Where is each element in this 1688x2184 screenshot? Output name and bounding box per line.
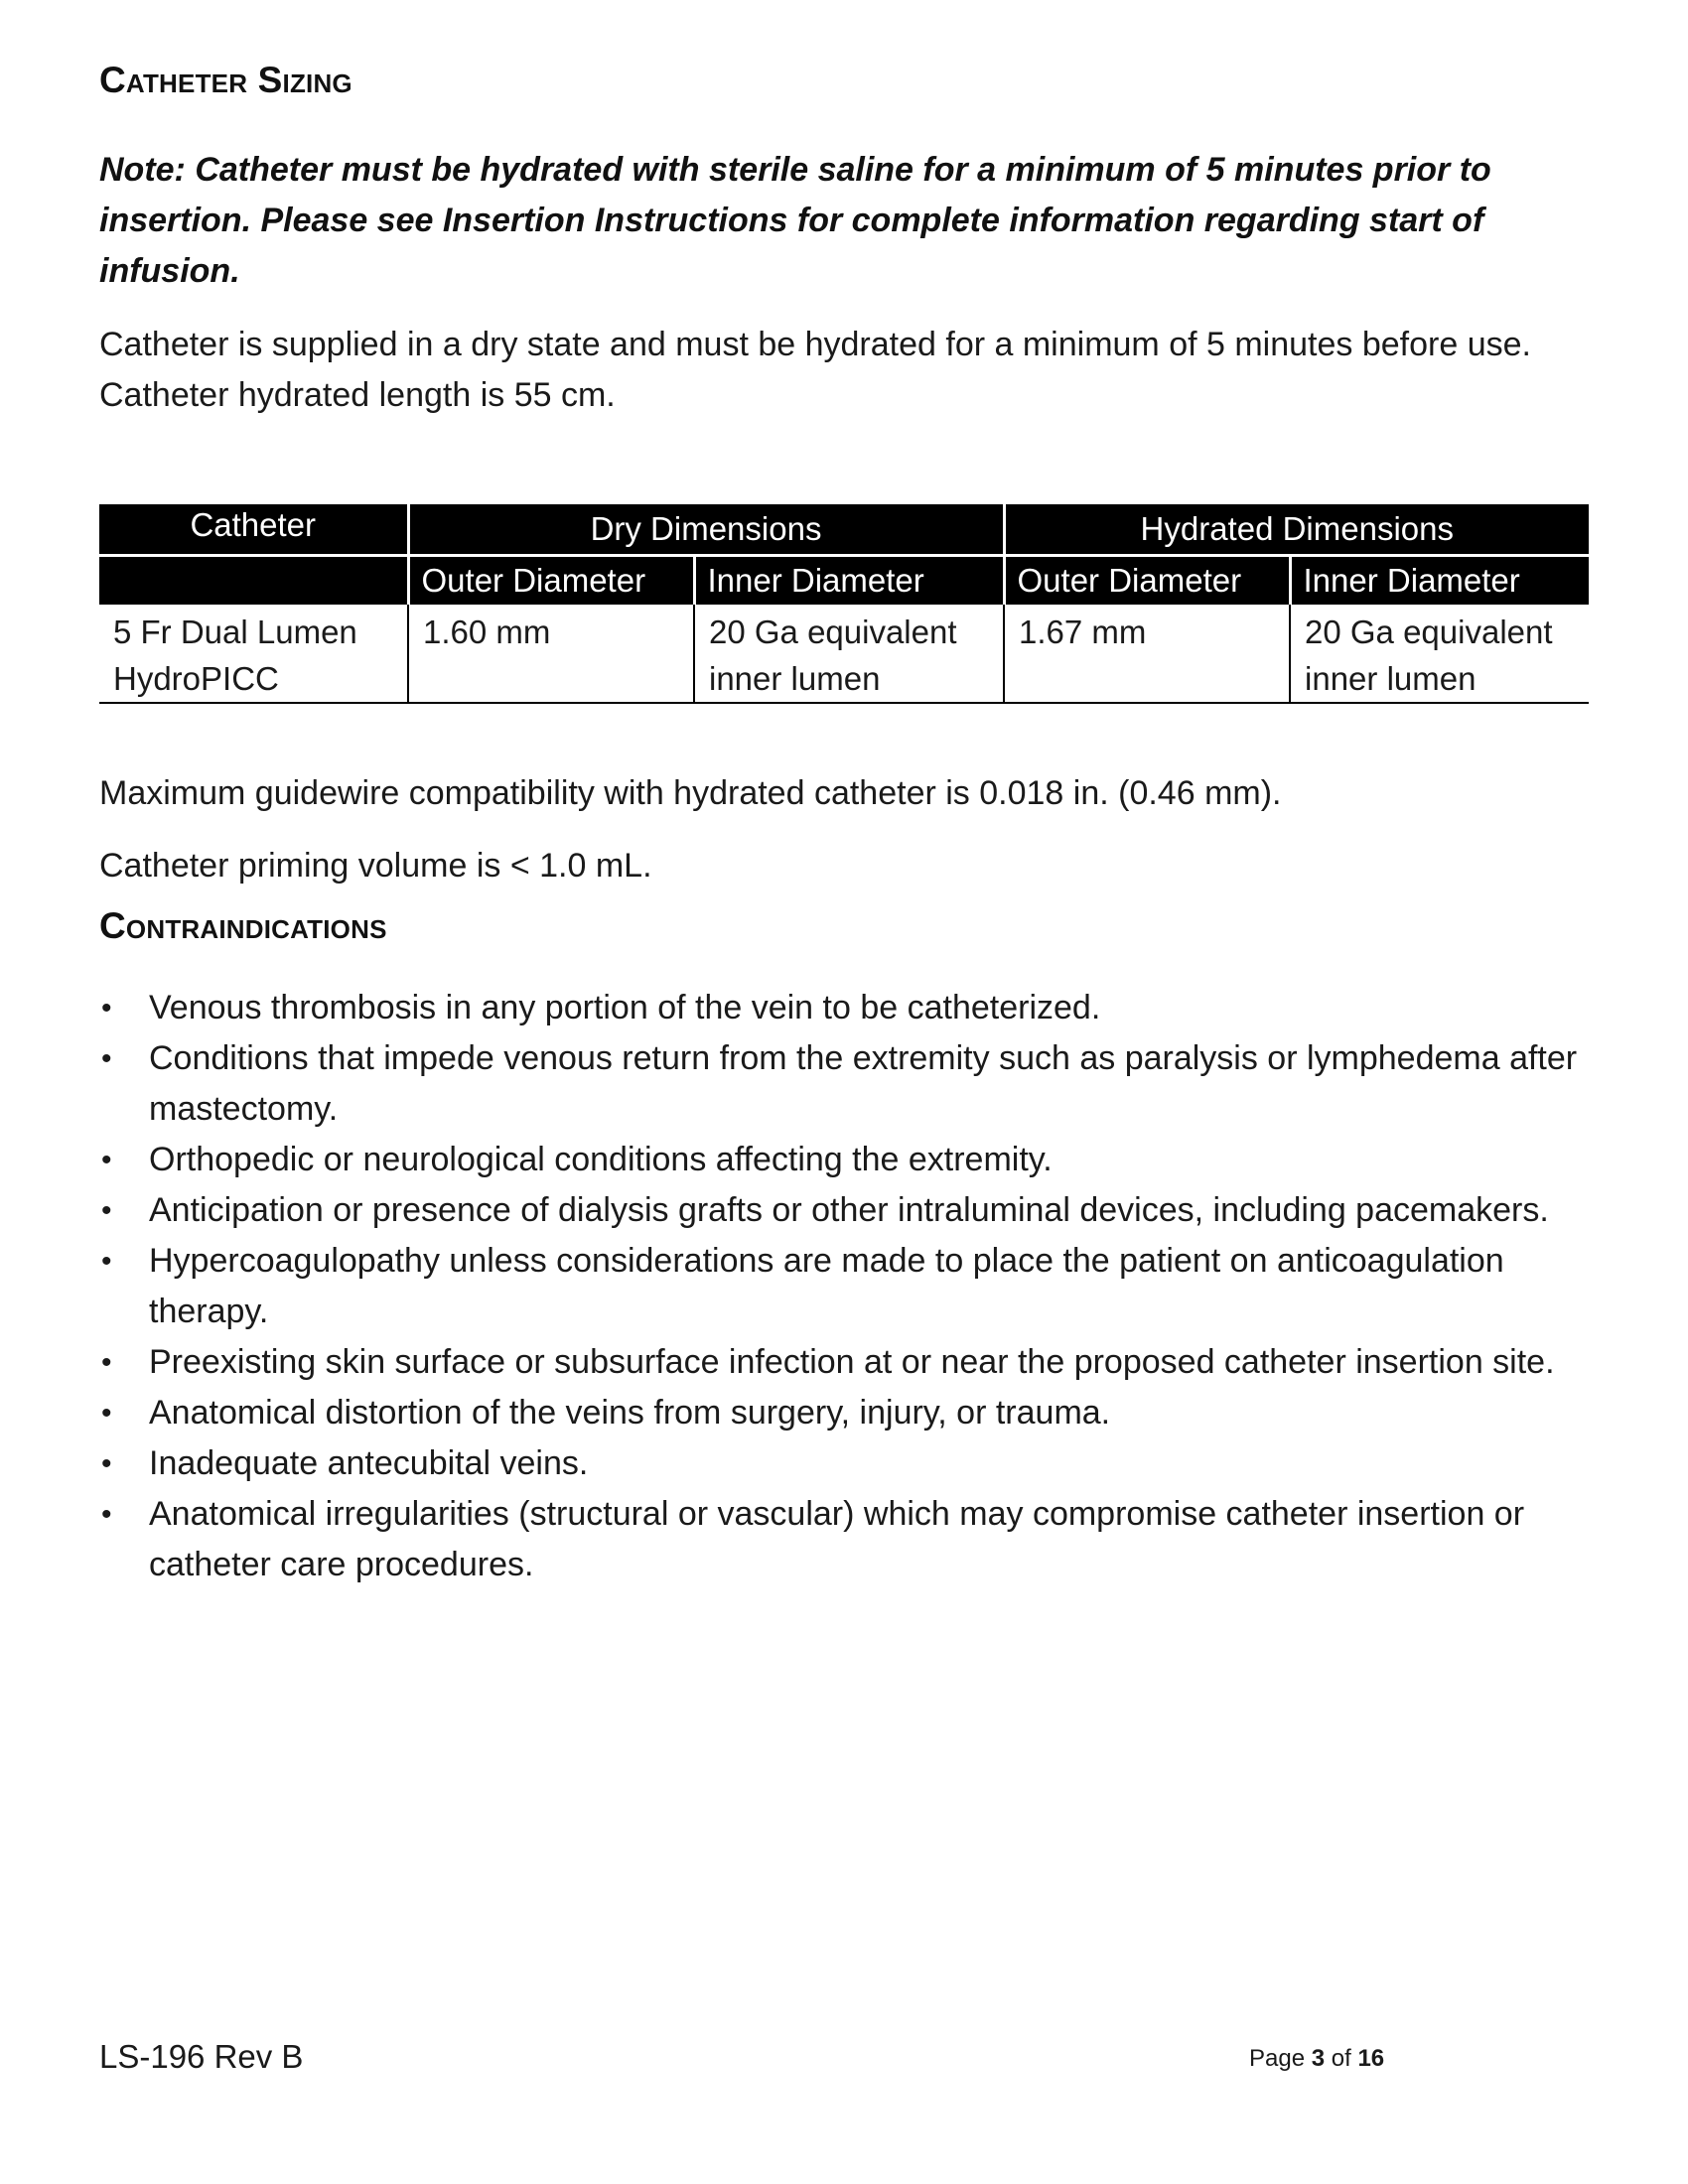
- header-hydrated-inner-diameter: Inner Diameter: [1290, 556, 1589, 606]
- list-item-text: Anatomical irregularities (structural or vascular) which may compromise catheter insertion or catheter care procedures.: [149, 1495, 1525, 1583]
- cell-catheter: [99, 605, 408, 703]
- priming-paragraph: Catheter priming volume is < 1.0 mL.: [99, 847, 652, 885]
- header-catheter: Catheter: [99, 504, 408, 556]
- cell-catheter-line1: 5 Fr Dual Lumen: [113, 614, 357, 650]
- list-item: [99, 1337, 1589, 1388]
- header-hydrated-dimensions: Hydrated Dimensions: [1004, 504, 1589, 556]
- bullet-icon: •: [101, 1144, 112, 1176]
- list-item-text: Anatomical distortion of the veins from surgery, injury, or trauma.: [149, 1394, 1111, 1432]
- page-total: 16: [1357, 2045, 1385, 2072]
- page-of: of: [1331, 2045, 1351, 2072]
- hydration-note: Note: Catheter must be hydrated with sterile saline for a minimum of 5 minutes prior to insertion. Please see Insertion Instructions for complete information regarding start of infusion.: [99, 151, 1491, 290]
- bullet-icon: •: [101, 1397, 112, 1430]
- page-word: Page: [1249, 2045, 1306, 2072]
- cell-hydrated-outer: 1.67 mm: [1004, 605, 1290, 703]
- list-item: [99, 1185, 1589, 1236]
- list-item: [99, 1033, 1589, 1135]
- cell-dry-inner-line1: 20 Ga equivalent: [709, 614, 957, 650]
- list-item-text: Orthopedic or neurological conditions affecting the extremity.: [149, 1141, 1053, 1178]
- cell-dry-inner: [694, 605, 1004, 703]
- list-item-text: Conditions that impede venous return from the extremity such as paralysis or lymphedema after mastectomy.: [149, 1039, 1578, 1128]
- cell-hydrated-inner: [1290, 605, 1589, 703]
- bullet-icon: •: [101, 992, 112, 1024]
- bullet-icon: •: [101, 1447, 112, 1480]
- bullet-icon: •: [101, 1346, 112, 1379]
- page-current: 3: [1311, 2045, 1326, 2072]
- cell-hydrated-inner-line2: inner lumen: [1305, 660, 1477, 697]
- header-blank: [99, 556, 408, 606]
- intro-paragraph: Catheter is supplied in a dry state and must be hydrated for a minimum of 5 minutes before use. Catheter hydrated length is 55 cm.: [99, 326, 1531, 414]
- list-item-text: Hypercoagulopathy unless considerations are made to place the patient on anticoagulation therapy.: [149, 1242, 1504, 1330]
- bullet-icon: •: [101, 1042, 112, 1075]
- list-item: [99, 1135, 1589, 1185]
- list-item: [99, 1388, 1589, 1438]
- cell-hydrated-inner-line1: 20 Ga equivalent: [1305, 614, 1553, 650]
- document-id: LS-196 Rev B: [99, 2038, 304, 2075]
- bullet-icon: •: [101, 1194, 112, 1227]
- list-item-text: Venous thrombosis in any portion of the vein to be catheterized.: [149, 989, 1101, 1026]
- table-subheader-row: [99, 556, 1589, 606]
- header-hydrated-outer-diameter: Outer Diameter: [1004, 556, 1290, 606]
- list-item: [99, 983, 1589, 1033]
- header-dry-outer-diameter: Outer Diameter: [408, 556, 694, 606]
- cell-dry-inner-line2: inner lumen: [709, 660, 881, 697]
- table-row: [99, 605, 1589, 703]
- list-item: [99, 1236, 1589, 1337]
- bullet-icon: •: [101, 1245, 112, 1278]
- page-number: [1249, 2045, 1384, 2073]
- header-dry-dimensions: Dry Dimensions: [408, 504, 1004, 556]
- list-item-text: Inadequate antecubital veins.: [149, 1444, 589, 1482]
- guidewire-paragraph: Maximum guidewire compatibility with hydrated catheter is 0.018 in. (0.46 mm).: [99, 774, 1282, 812]
- cell-dry-outer: 1.60 mm: [408, 605, 694, 703]
- section-heading-catheter-sizing: Catheter Sizing: [99, 60, 352, 100]
- list-item: [99, 1489, 1589, 1590]
- header-dry-inner-diameter: Inner Diameter: [694, 556, 1004, 606]
- list-item: [99, 1438, 1589, 1489]
- cell-catheter-line2: HydroPICC: [113, 660, 279, 697]
- list-item-text: Preexisting skin surface or subsurface infection at or near the proposed catheter insertion site.: [149, 1343, 1555, 1381]
- table-header-row: [99, 504, 1589, 556]
- bullet-icon: •: [101, 1498, 112, 1531]
- contraindications-list: [99, 983, 1589, 1590]
- catheter-dimensions-table: [99, 504, 1589, 704]
- list-item-text: Anticipation or presence of dialysis grafts or other intraluminal devices, including pacemakers.: [149, 1191, 1549, 1229]
- section-heading-contraindications: Contraindications: [99, 905, 387, 946]
